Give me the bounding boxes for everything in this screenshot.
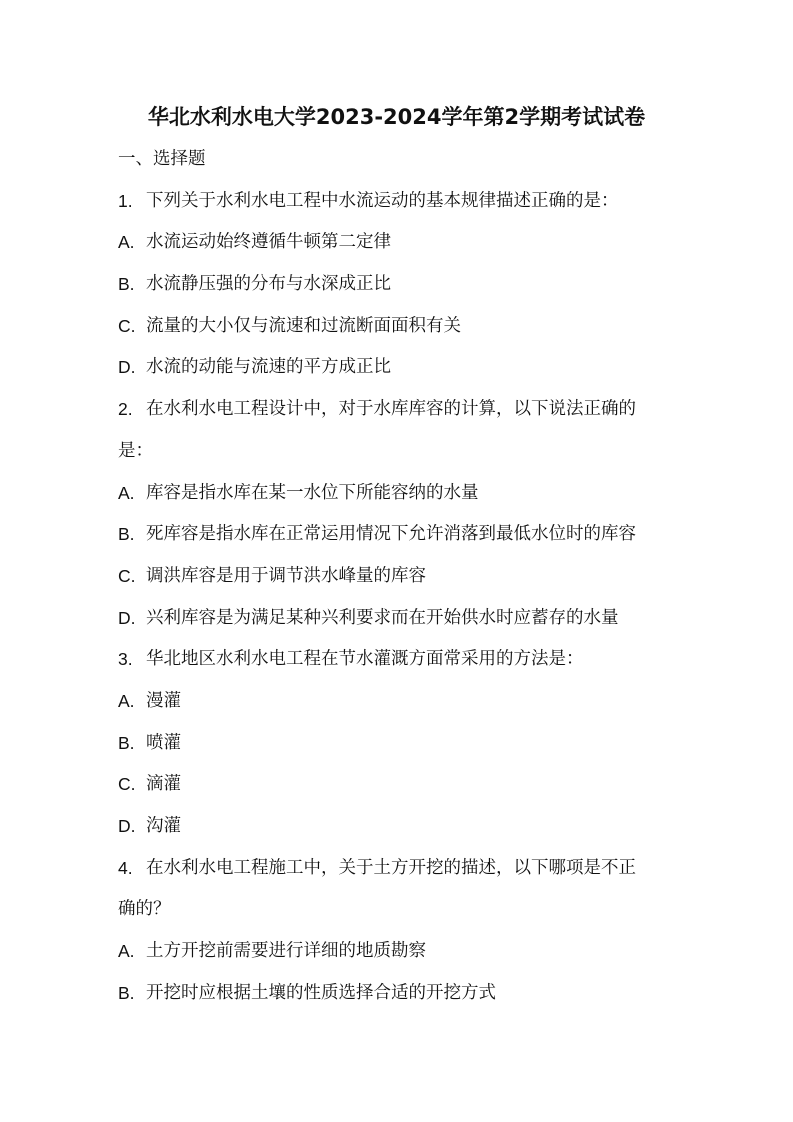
- question-stem-text: 华北地区水利水电工程在节水灌溉方面常采用的方法是：: [146, 649, 584, 670]
- question-stem-text: 在水利水电工程施工中，关于土方开挖的描述，以下哪项是不正: [146, 857, 636, 878]
- answer-option-text: 调洪库容是用于调节洪水峰量的库容: [146, 565, 426, 586]
- answer-option: [118, 312, 688, 354]
- answer-option-text: 土方开挖前需要进行详细的地质勘察: [146, 941, 426, 962]
- answer-option-marker: B.: [118, 982, 135, 1003]
- answer-option: [118, 812, 688, 854]
- answer-option: [118, 562, 688, 604]
- answer-option-text: 水流的动能与流速的平方成正比: [146, 357, 391, 378]
- answer-option-marker: A.: [118, 690, 135, 711]
- answer-option-marker: C.: [118, 774, 136, 795]
- question-stem-marker: 4.: [118, 857, 133, 878]
- answer-option-marker: D.: [118, 357, 136, 378]
- answer-option-marker: D.: [118, 607, 136, 628]
- question-stem: [118, 645, 688, 687]
- answer-option: [118, 937, 688, 979]
- question-stem-continued: [118, 437, 688, 479]
- answer-option: [118, 353, 688, 395]
- question-stem-continued-text: 是：: [118, 440, 153, 461]
- question-stem-continued: [118, 895, 688, 937]
- question-stem-marker: 2.: [118, 399, 133, 420]
- answer-option-text: 滴灌: [146, 774, 181, 795]
- answer-option: [118, 979, 688, 1021]
- answer-option-text: 死库容是指水库在正常运用情况下允许消落到最低水位时的库容: [146, 524, 636, 545]
- section-heading: 一、选择题: [118, 149, 206, 169]
- answer-option-text: 库容是指水库在某一水位下所能容纳的水量: [146, 482, 479, 503]
- answer-option: [118, 604, 688, 646]
- question-stem-text: 在水利水电工程设计中，对于水库库容的计算，以下说法正确的: [146, 399, 636, 420]
- question-stem: [118, 187, 688, 229]
- answer-option-marker: A.: [118, 941, 135, 962]
- answer-option-marker: B.: [118, 524, 135, 545]
- question-stem-continued-text: 确的？: [118, 899, 171, 920]
- answer-option-marker: D.: [118, 816, 136, 836]
- answer-option: [118, 479, 688, 521]
- answer-option: [118, 687, 688, 729]
- answer-option: [118, 520, 688, 562]
- answer-option-marker: A.: [118, 482, 135, 503]
- answer-option-text: 开挖时应根据土壤的性质选择合适的开挖方式: [146, 982, 496, 1003]
- document-body: [118, 145, 688, 1020]
- answer-option-text: 水流静压强的分布与水深成正比: [146, 274, 391, 295]
- answer-option-text: 漫灌: [146, 690, 181, 711]
- answer-option: [118, 770, 688, 812]
- answer-option-text: 喷灌: [146, 732, 181, 753]
- question-stem-marker: 3.: [118, 649, 133, 670]
- answer-option-marker: B.: [118, 274, 135, 295]
- question-stem-marker: 1.: [118, 190, 133, 211]
- question-stem-text: 下列关于水利水电工程中水流运动的基本规律描述正确的是：: [146, 190, 619, 211]
- answer-option: [118, 270, 688, 312]
- answer-option-text: 兴利库容是为满足某种兴利要求而在开始供水时应蓄存的水量: [146, 607, 619, 628]
- answer-option: [118, 729, 688, 771]
- question-stem: [118, 854, 688, 896]
- question-stem: [118, 395, 688, 437]
- answer-option-text: 沟灌: [146, 816, 181, 836]
- answer-option-marker: C.: [118, 565, 136, 586]
- document-title: 华北水利水电大学2023-2024学年第2学期考试试卷: [147, 105, 646, 129]
- answer-option-marker: B.: [118, 732, 135, 753]
- answer-option-text: 水流运动始终遵循牛顿第二定律: [146, 232, 391, 253]
- answer-option: [118, 228, 688, 270]
- answer-option-text: 流量的大小仅与流速和过流断面面积有关: [146, 315, 461, 336]
- answer-option-marker: A.: [118, 232, 135, 253]
- answer-option-marker: C.: [118, 315, 136, 336]
